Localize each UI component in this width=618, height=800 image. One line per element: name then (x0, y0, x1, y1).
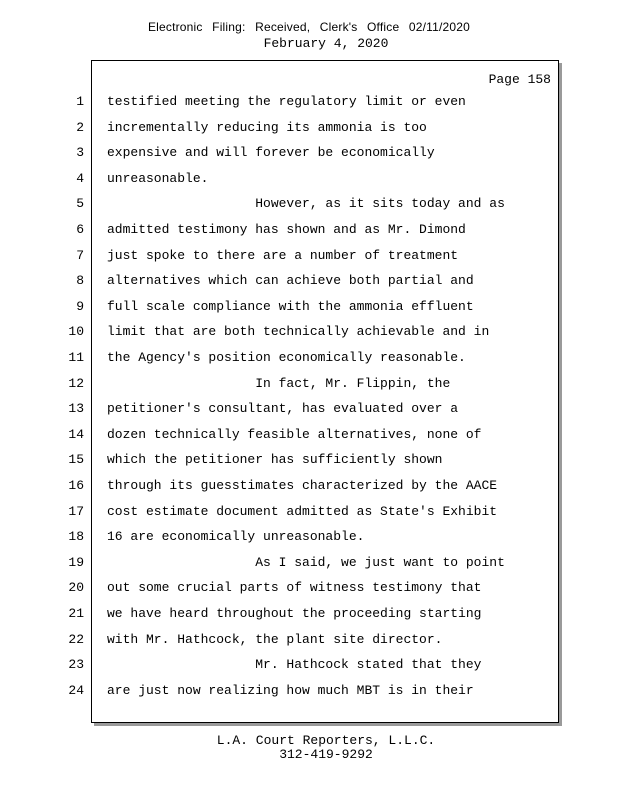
transcript-line (0, 89, 618, 115)
transcript-line (0, 447, 618, 473)
line-text: However, as it sits today and as (107, 196, 505, 212)
transcript-line (0, 422, 618, 448)
transcript-line (0, 652, 618, 678)
transcript-line (0, 243, 618, 269)
line-number: 17 (68, 503, 84, 519)
transcript-line (0, 371, 618, 397)
transcript-line (0, 345, 618, 371)
line-number: 15 (68, 452, 84, 468)
line-text: limit that are both technically achievable and in (107, 324, 490, 340)
line-text: expensive and will forever be economically (107, 145, 435, 161)
line-text: just spoke to there are a number of treatment (107, 247, 459, 263)
transcript-line (0, 396, 618, 422)
line-text: which the petitioner has sufficiently shown (107, 452, 443, 468)
line-number: 2 (76, 119, 84, 135)
line-number: 18 (68, 529, 84, 545)
line-text: alternatives which can achieve both partial and (107, 273, 474, 289)
line-number: 1 (76, 94, 84, 109)
line-text: through its guesstimates characterized by the AACE (107, 478, 498, 493)
line-text: Mr. Hathcock stated that they (107, 657, 482, 673)
line-text: dozen technically feasible alternatives, none of (107, 426, 482, 442)
line-number: 10 (68, 324, 84, 340)
line-text: are just now realizing how much MBT is in their (107, 682, 474, 698)
line-text: admitted testimony has shown and as Mr. Dimond (107, 222, 466, 237)
reporter-phone: 312-419-9292 (279, 747, 373, 762)
transcript-line (0, 191, 618, 217)
line-text: incrementally reducing its ammonia is too (107, 119, 427, 135)
transcript-line (0, 550, 618, 576)
line-number: 3 (76, 145, 84, 161)
line-number: 22 (68, 631, 84, 647)
line-text: we have heard throughout the proceeding starting (107, 606, 482, 621)
line-number: 14 (68, 426, 84, 442)
line-number: 6 (76, 222, 84, 237)
transcript-line (0, 499, 618, 525)
line-text: testified meeting the regulatory limit or even (107, 94, 466, 109)
transcript-date: February 4, 2020 (263, 36, 389, 51)
reporter-company: L.A. Court Reporters, L.L.C. (216, 733, 436, 748)
line-number: 11 (68, 350, 84, 365)
line-number: 9 (76, 298, 84, 314)
line-number: 4 (76, 170, 84, 186)
line-text: 16 are economically unreasonable. (107, 529, 365, 545)
line-number: 21 (68, 606, 84, 621)
transcript-line (0, 319, 618, 345)
line-text: cost estimate document admitted as State's Exhibit (107, 503, 498, 519)
transcript-line (0, 140, 618, 166)
line-text: petitioner's consultant, has evaluated over a (107, 401, 459, 417)
transcript-line (0, 115, 618, 141)
line-text: out some crucial parts of witness testimony that (107, 580, 482, 596)
line-text: with Mr. Hathcock, the plant site director. (107, 631, 443, 647)
filing-stamp: Electronic Filing: Received, Clerk's Office 02/11/2020 (147, 20, 471, 34)
line-text: As I said, we just want to point (107, 554, 505, 570)
line-number: 7 (76, 247, 84, 263)
line-number: 12 (68, 375, 84, 391)
page-number: Page 158 (488, 72, 551, 87)
line-number: 5 (76, 196, 84, 212)
transcript-line (0, 678, 618, 704)
line-number: 13 (68, 401, 84, 417)
transcript-line (0, 575, 618, 601)
transcript-line (0, 473, 618, 499)
line-text: unreasonable. (107, 170, 209, 186)
line-number: 20 (68, 580, 84, 596)
line-number: 16 (68, 478, 84, 493)
line-number: 19 (68, 554, 84, 570)
line-text: the Agency's position economically reasonable. (107, 350, 466, 365)
transcript-line (0, 601, 618, 627)
line-number: 23 (68, 657, 84, 673)
line-text: full scale compliance with the ammonia effluent (107, 298, 474, 314)
line-number: 24 (68, 682, 84, 698)
line-number: 8 (76, 273, 84, 289)
transcript-line (0, 268, 618, 294)
transcript-line (0, 627, 618, 653)
transcript-line (0, 166, 618, 192)
transcript-line (0, 217, 618, 243)
transcript-line (0, 524, 618, 550)
transcript-line (0, 294, 618, 320)
line-text: In fact, Mr. Flippin, the (107, 375, 451, 391)
